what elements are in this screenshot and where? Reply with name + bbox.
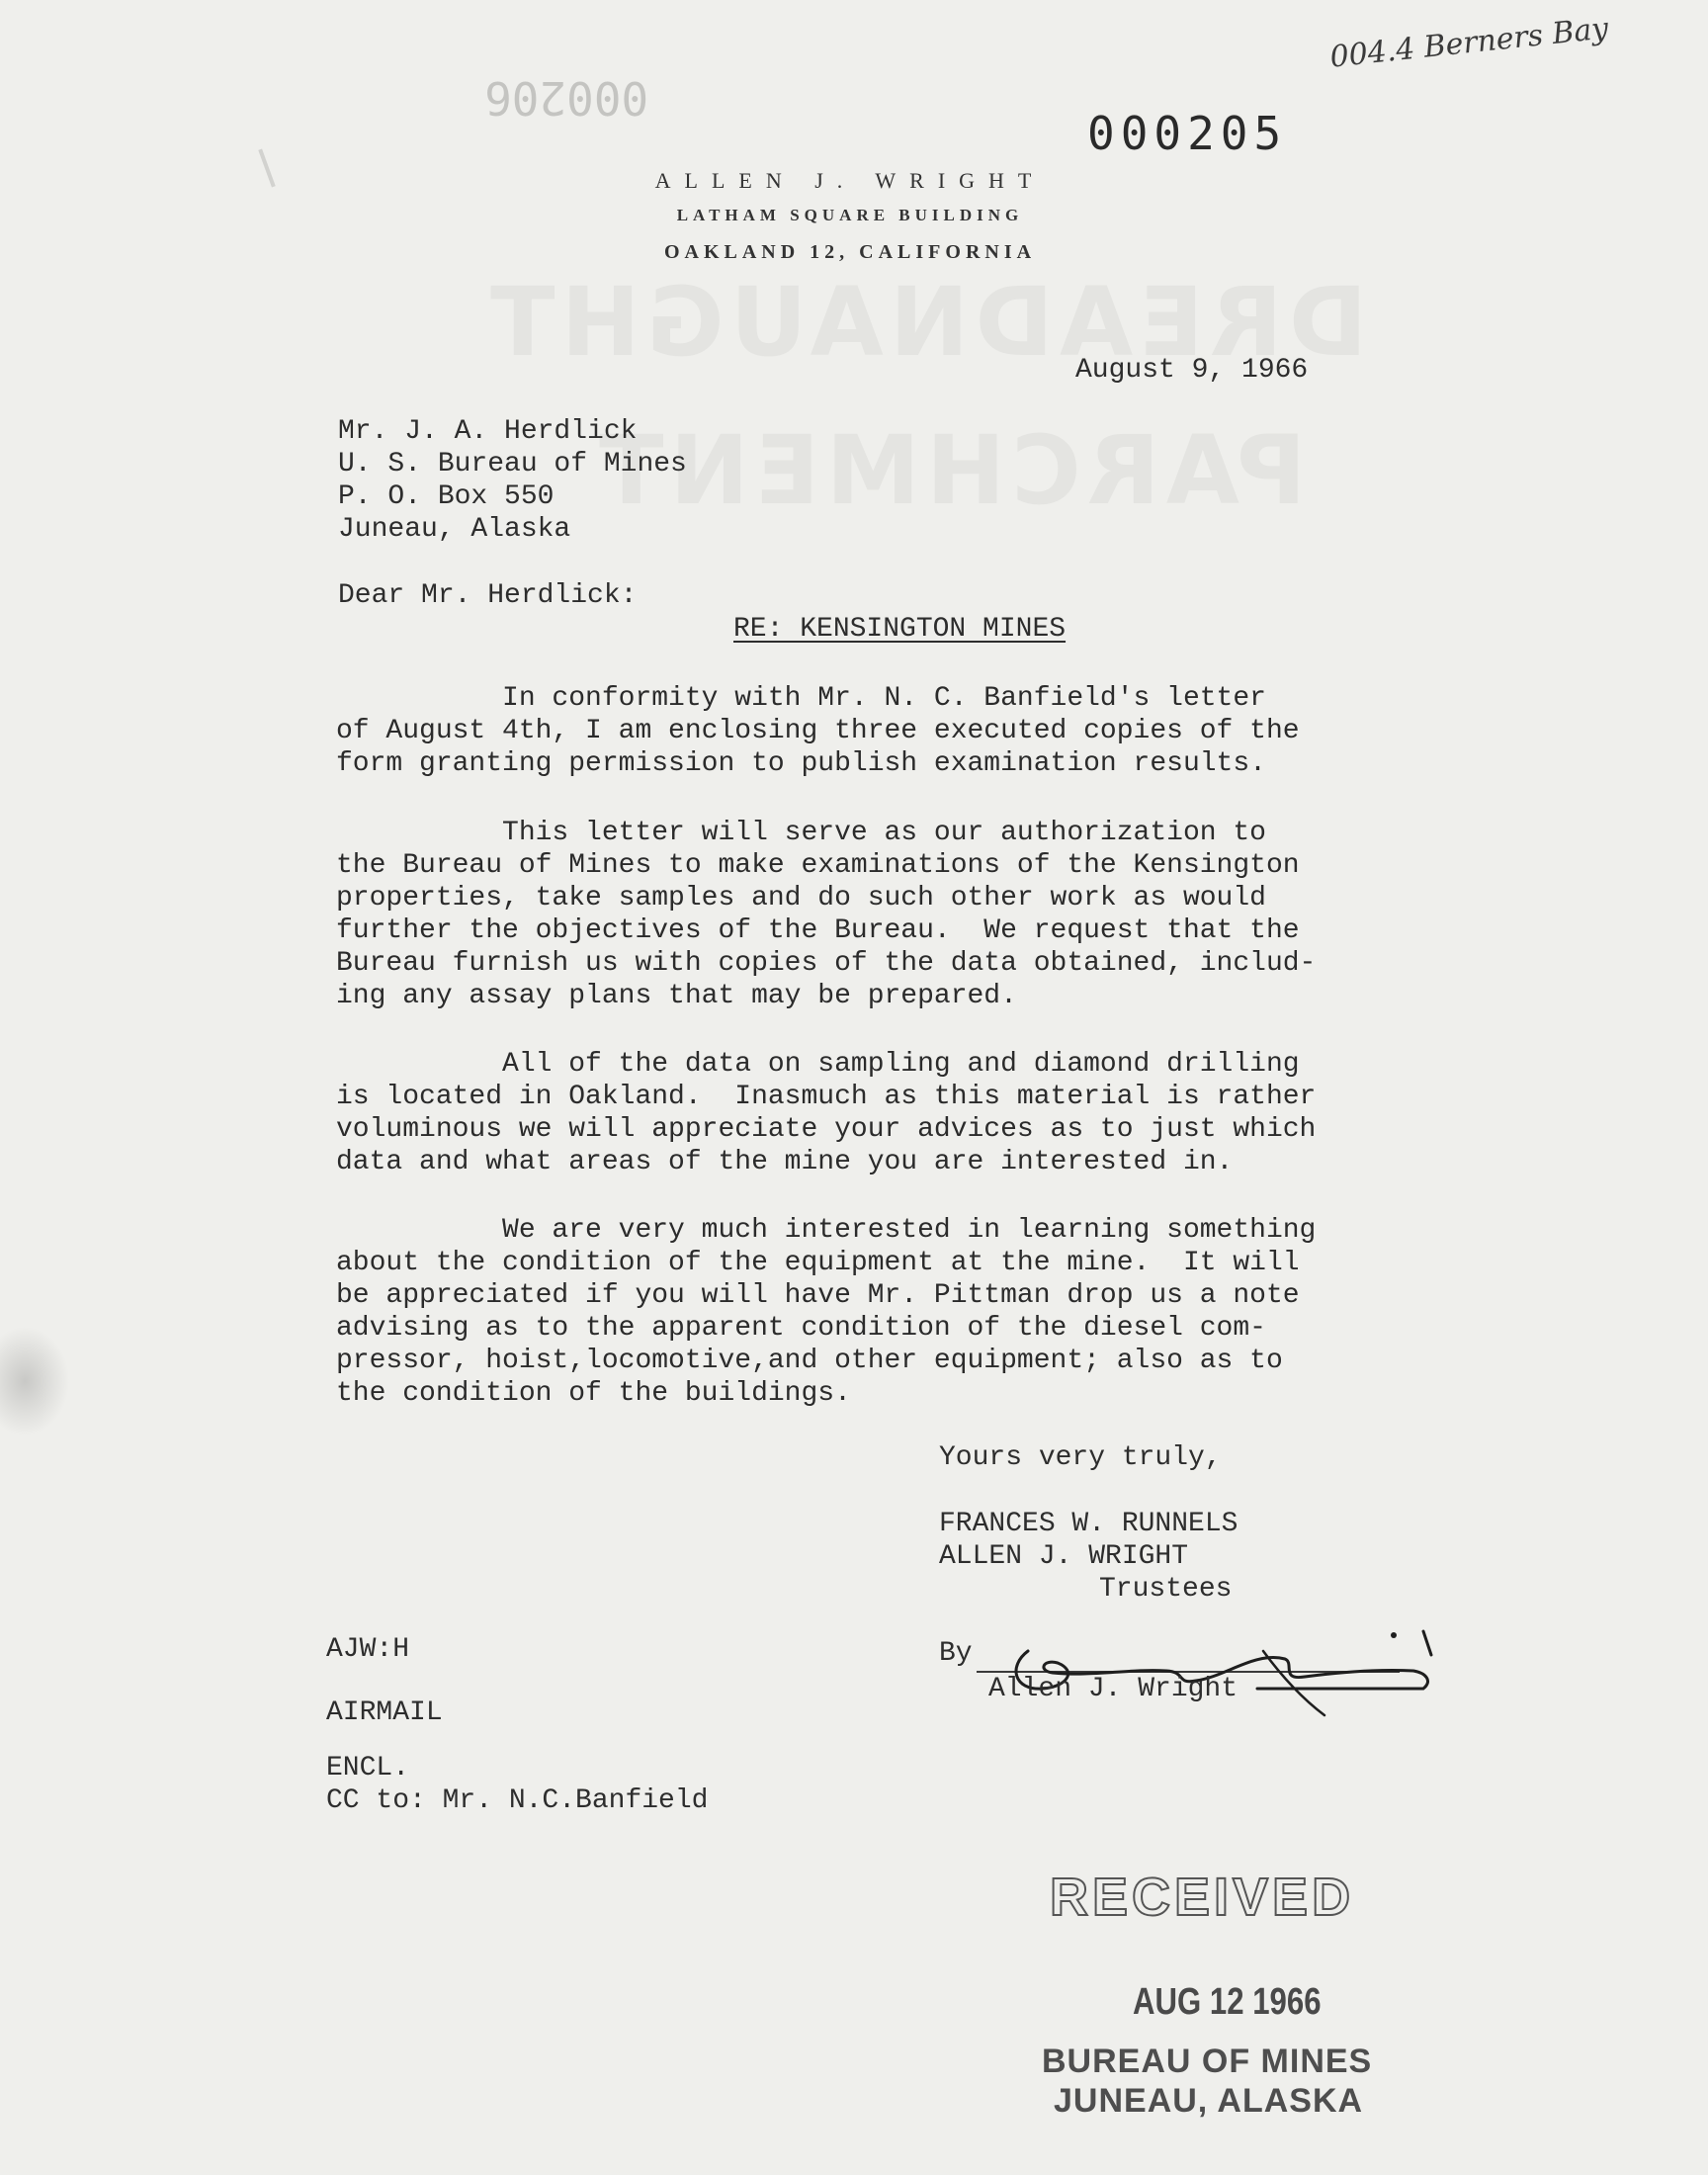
paragraph-line: pressor, hoist,locomotive,and other equipment; also as to xyxy=(336,1346,1283,1376)
paragraph-line: form granting permission to publish examination results. xyxy=(336,748,1266,779)
delivery-method: AIRMAIL xyxy=(326,1697,443,1728)
paragraph-line: properties, take samples and do such other work as would xyxy=(336,883,1266,914)
paragraph-line: further the objectives of the Bureau. We request that the xyxy=(336,915,1300,946)
handwritten-file-note: 004.4 Berners Bay xyxy=(1327,11,1610,75)
document-number: 000205 xyxy=(1087,107,1288,160)
paragraph-line: All of the data on sampling and diamond drilling xyxy=(336,1049,1300,1080)
paragraph-line: the condition of the buildings. xyxy=(336,1378,851,1409)
paragraph-line: voluminous we will appreciate your advices as to just which xyxy=(336,1114,1317,1145)
letter-date: August 9, 1966 xyxy=(1075,355,1309,386)
body-paragraph-4 xyxy=(336,1214,1433,1410)
received-stamp-label: RECEIVED xyxy=(1050,1868,1355,1927)
paragraph-line: advising as to the apparent condition of the diesel com- xyxy=(336,1313,1266,1344)
signatory-name-1: FRANCES W. RUNNELS xyxy=(939,1509,1238,1539)
paragraph-line: the Bureau of Mines to make examinations of the Kensington xyxy=(336,850,1300,881)
received-stamp-location: JUNEAU, ALASKA xyxy=(1054,2082,1364,2120)
paragraph-line: ing any assay plans that may be prepared. xyxy=(336,981,1017,1011)
bleedthrough-document-number: 000206 xyxy=(484,71,649,125)
received-stamp-agency: BUREAU OF MINES xyxy=(1042,2043,1373,2080)
salutation: Dear Mr. Herdlick: xyxy=(338,580,638,611)
paragraph-line: data and what areas of the mine you are interested in. xyxy=(336,1147,1234,1177)
recipient-city: Juneau, Alaska xyxy=(338,514,571,545)
complimentary-close: Yours very truly, xyxy=(939,1442,1222,1473)
paragraph-line: We are very much interested in learning something xyxy=(336,1215,1317,1246)
paragraph-line: be appreciated if you will have Mr. Pittman drop us a note xyxy=(336,1280,1300,1311)
subject-line: RE: KENSINGTON MINES xyxy=(733,614,1067,645)
watermark-line-2 xyxy=(593,415,1307,526)
paper-smudge xyxy=(0,1327,69,1436)
recipient-organization: U. S. Bureau of Mines xyxy=(338,449,687,479)
paragraph-line: is located in Oakland. Inasmuch as this material is rather xyxy=(336,1082,1317,1112)
letterhead-name: ALLEN J. WRIGHT xyxy=(654,168,1046,193)
paragraph-line: Bureau furnish us with copies of the data obtained, includ- xyxy=(336,948,1317,979)
paragraph-line: In conformity with Mr. N. C. Banfield's letter xyxy=(336,683,1266,714)
reference-initials: AJW:H xyxy=(326,1634,410,1665)
signatory-name-2: ALLEN J. WRIGHT xyxy=(939,1541,1189,1572)
paragraph-line: This letter will serve as our authorization to xyxy=(336,818,1266,848)
letterhead-building: LATHAM SQUARE BUILDING xyxy=(676,206,1024,224)
by-label: By xyxy=(939,1638,973,1669)
body-paragraph-3 xyxy=(336,1048,1433,1178)
paragraph-line: of August 4th, I am enclosing three executed copies of the xyxy=(336,716,1300,746)
signatory-title: Trustees xyxy=(1099,1574,1233,1605)
recipient-name: Mr. J. A. Herdlick xyxy=(338,416,638,447)
carbon-copy-line: CC to: Mr. N.C.Banfield xyxy=(326,1785,709,1816)
recipient-po-box: P. O. Box 550 xyxy=(338,481,555,512)
enclosure-note: ENCL. xyxy=(326,1753,410,1784)
paragraph-line: about the condition of the equipment at the mine. It will xyxy=(336,1248,1300,1278)
letterhead-city: OAKLAND 12, CALIFORNIA xyxy=(663,241,1037,263)
body-paragraph-2 xyxy=(336,817,1433,1012)
received-stamp-date: AUG 12 1966 xyxy=(1133,1981,1322,2023)
signer-name: Allen J. Wright xyxy=(988,1674,1238,1704)
paper-mark xyxy=(258,149,275,188)
body-paragraph-1 xyxy=(336,682,1433,780)
